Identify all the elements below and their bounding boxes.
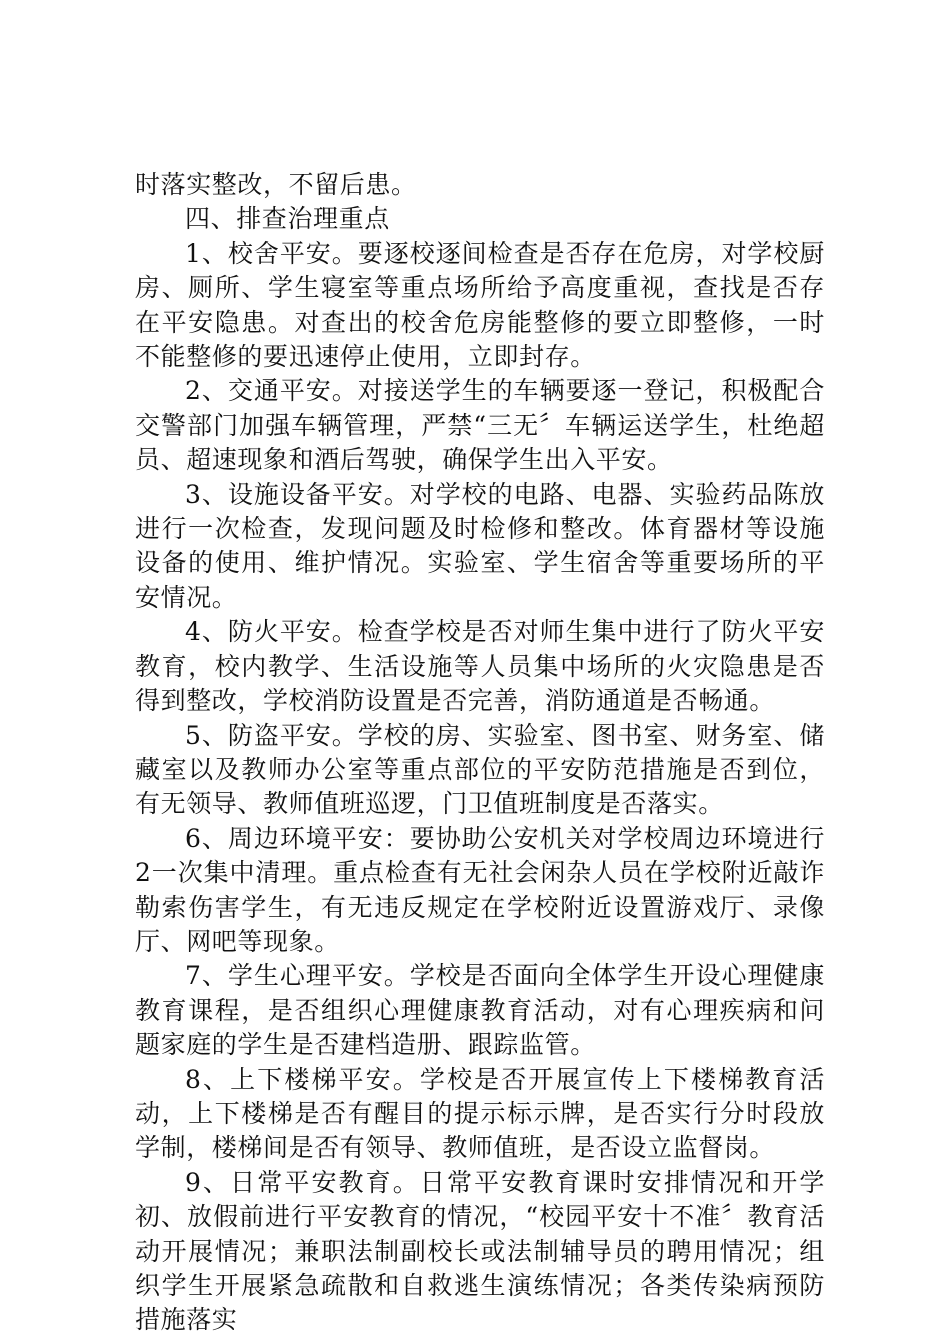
paragraph-item-8: 8、上下楼梯平安。学校是否开展宣传上下楼梯教育活动，上下楼梯是否有醒目的提示标示牌，是否实行分时段放学制，楼梯间是否有领导、教师值班，是否设立监督岗。 bbox=[135, 1064, 825, 1163]
paragraph-item-1: 1、校舍平安。要逐校逐间检查是否存在危房，对学校厨房、厕所、学生寝室等重点场所给予高度重视，查找是否存在平安隐患。对查出的校舍危房能整修的要立即整修，一时不能整修的要迅速停止使用，立即封存。 bbox=[135, 238, 825, 372]
paragraph-continuation: 时落实整改，不留后患。 bbox=[135, 170, 417, 199]
paragraph-item-7: 7、学生心理平安。学校是否面向全体学生开设心理健康教育课程，是否组织心理健康教育活动，对有心理疾病和问题家庭的学生是否建档造册、跟踪监管。 bbox=[135, 961, 825, 1060]
paragraph-item-9: 9、日常平安教育。日常平安教育课时安排情况和开学初、放假前进行平安教育的情况，“校园平安十不准〞教育活动开展情况；兼职法制副校长或法制辅导员的聘用情况；组织学生开展紧急疏散和自救逃生演练情况；各类传染病预防措施落实 bbox=[135, 1167, 825, 1335]
paragraph-item-5: 5、防盗平安。学校的房、实验室、图书室、财务室、储藏室以及教师办公室等重点部位的平安防范措施是否到位，有无领导、教师值班巡逻，门卫值班制度是否落实。 bbox=[135, 720, 825, 819]
paragraph-item-3: 3、设施设备平安。对学校的电路、电器、实验药品陈放进行一次检查，发现问题及时检修和整改。体育器材等设施设备的使用、维护情况。实验室、学生宿舍等重要场所的平安情况。 bbox=[135, 479, 825, 612]
paragraph-item-2: 2、交通平安。对接送学生的车辆要逐一登记，积极配合交警部门加强车辆管理，严禁“三无〞车辆运送学生，杜绝超员、超速现象和酒后驾驶，确保学生出入平安。 bbox=[135, 376, 825, 475]
paragraph-item-4: 4、防火平安。检查学校是否对师生集中进行了防火平安教育，校内教学、生活设施等人员集中场所的火灾隐患是否得到整改，学校消防设置是否完善，消防通道是否畅通。 bbox=[135, 617, 825, 716]
document-body bbox=[135, 168, 825, 1338]
paragraph-item-6: 6、周边环境平安：要协助公安机关对学校周边环境进行2一次集中清理。重点检查有无社会闲杂人员在学校附近敲诈勒索伤害学生，有无违反规定在学校附近设置游戏厅、录像厅、网吧等现象。 bbox=[135, 823, 825, 956]
section-heading: 四、排查治理重点 bbox=[185, 204, 390, 234]
